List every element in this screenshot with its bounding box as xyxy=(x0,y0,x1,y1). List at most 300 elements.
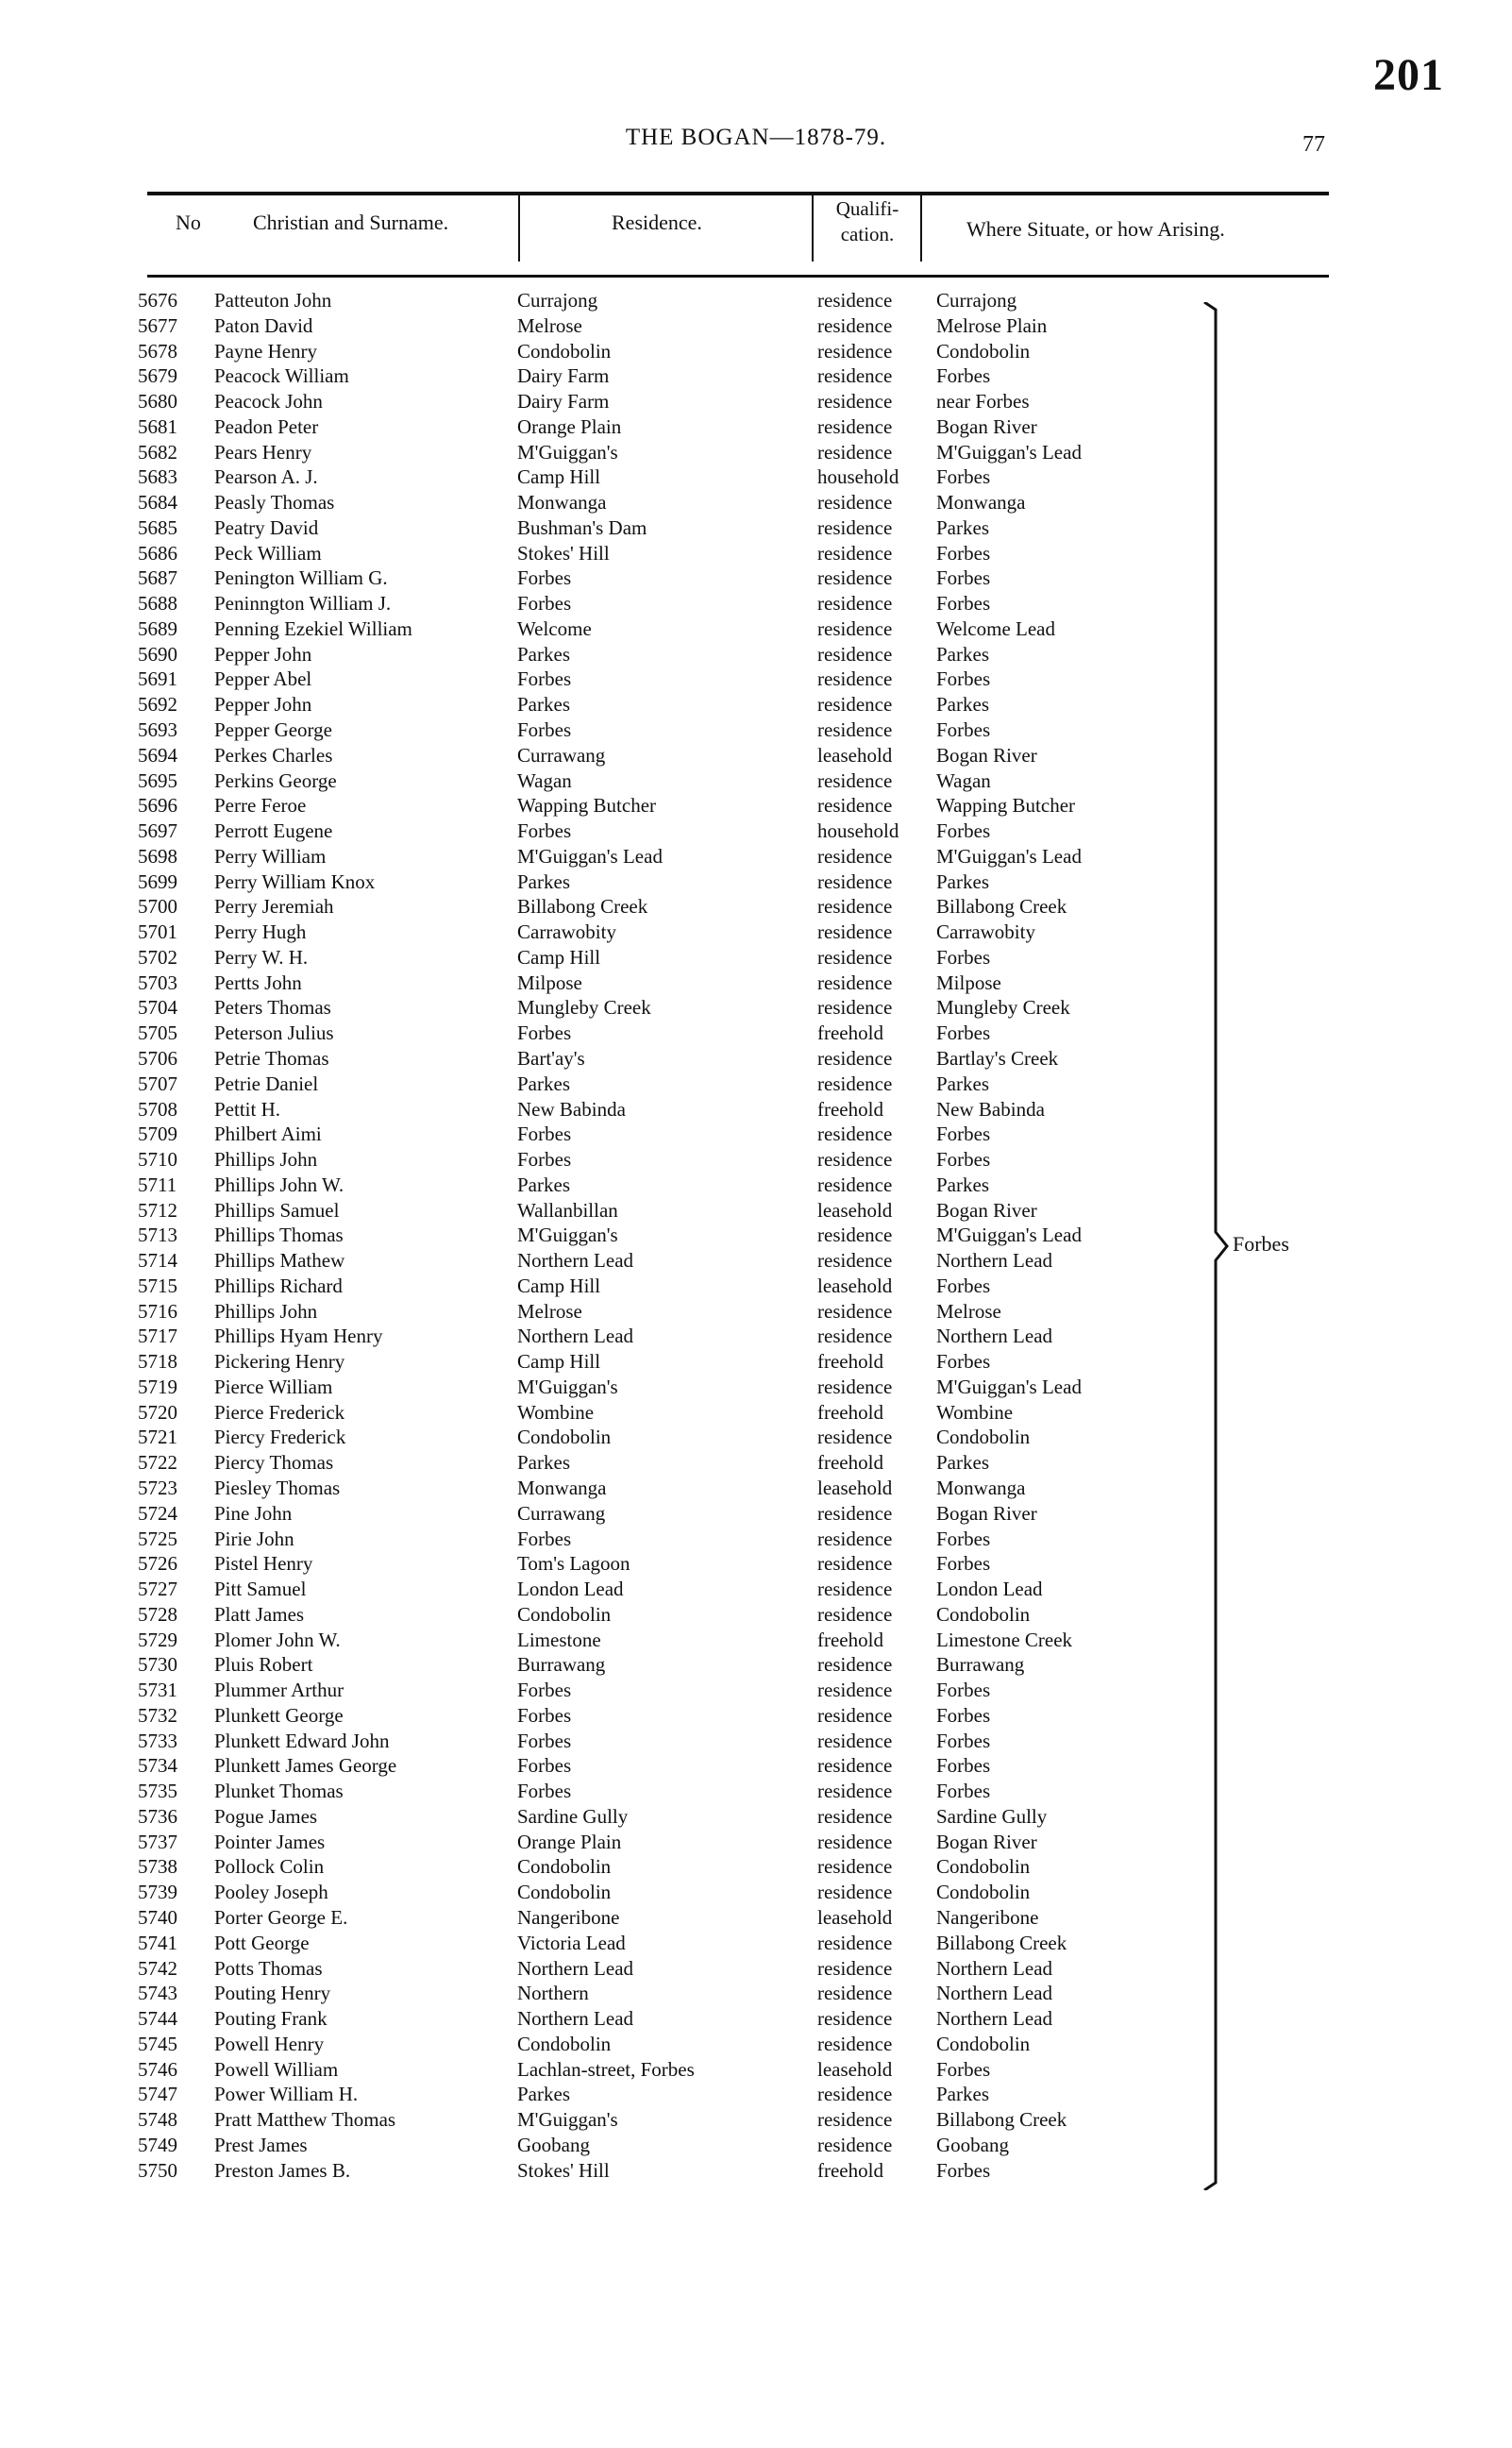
cell-name: Pepper John xyxy=(214,693,312,717)
cell-residence: Parkes xyxy=(517,642,570,666)
cell-qualification: residence xyxy=(817,541,893,565)
cell-residence: Currajong xyxy=(517,289,598,312)
cell-where: Bartlay's Creek xyxy=(936,1046,1059,1070)
cell-residence: Burrawang xyxy=(517,1653,606,1677)
cell-number: 5744 xyxy=(138,2007,177,2031)
cell-qualification: leasehold xyxy=(817,2057,893,2081)
table-row xyxy=(0,667,1512,692)
cell-name: Plunket Thomas xyxy=(214,1780,344,1803)
cell-qualification: residence xyxy=(817,1830,893,1853)
cell-name: Peadon Peter xyxy=(214,414,319,438)
cell-number: 5696 xyxy=(138,794,177,818)
column-divider xyxy=(920,194,922,262)
table-row xyxy=(0,1652,1512,1678)
cell-where: Melrose Plain xyxy=(936,313,1048,337)
table-row xyxy=(0,1703,1512,1729)
cell-name: Perkes Charles xyxy=(214,743,333,767)
cell-qualification: residence xyxy=(817,2083,893,2106)
cell-residence: Northern Lead xyxy=(517,2007,634,2031)
cell-residence: Forbes xyxy=(517,1780,572,1803)
cell-number: 5705 xyxy=(138,1021,177,1045)
cell-number: 5715 xyxy=(138,1274,177,1297)
cell-qualification: residence xyxy=(817,1072,893,1095)
cell-where: Forbes xyxy=(936,566,991,590)
cell-name: Powell Henry xyxy=(214,2032,325,2055)
cell-residence: Parkes xyxy=(517,1173,570,1196)
table-row xyxy=(0,591,1512,616)
cell-residence: Condobolin xyxy=(517,1855,612,1879)
cell-residence: Monwanga xyxy=(517,491,607,515)
cell-qualification: residence xyxy=(817,895,893,919)
header-name: Christian and Surname. xyxy=(253,211,449,234)
cell-where: Northern Lead xyxy=(936,2007,1053,2031)
cell-qualification: freehold xyxy=(817,1097,883,1121)
cell-qualification: residence xyxy=(817,2108,893,2132)
cell-where: Northern Lead xyxy=(936,1982,1053,2005)
cell-name: Peacock John xyxy=(214,390,323,414)
cell-where: Forbes xyxy=(936,1021,991,1045)
cell-qualification: residence xyxy=(817,920,893,944)
cell-where: Wagan xyxy=(936,768,991,792)
table-row xyxy=(0,1122,1512,1147)
table-row xyxy=(0,1956,1512,1982)
cell-number: 5730 xyxy=(138,1653,177,1677)
cell-where: Condobolin xyxy=(936,1881,1031,1904)
cell-qualification: leasehold xyxy=(817,1906,893,1929)
cell-residence: Mungleby Creek xyxy=(517,996,651,1020)
cell-number: 5708 xyxy=(138,1097,177,1121)
cell-name: Phillips John xyxy=(214,1148,318,1172)
table-row xyxy=(0,692,1512,718)
column-divider xyxy=(518,194,520,262)
cell-name: Prest James xyxy=(214,2133,308,2156)
table-row xyxy=(0,844,1512,869)
cell-number: 5712 xyxy=(138,1198,177,1222)
table-row xyxy=(0,339,1512,364)
cell-residence: Limestone xyxy=(517,1628,601,1651)
table-row xyxy=(0,1501,1512,1527)
cell-name: Power William H. xyxy=(214,2083,359,2106)
cell-number: 5742 xyxy=(138,1956,177,1980)
cell-number: 5694 xyxy=(138,743,177,767)
cell-qualification: freehold xyxy=(817,2158,883,2182)
cell-name: Penning Ezekiel William xyxy=(214,616,412,640)
cell-qualification: residence xyxy=(817,289,893,312)
table-row xyxy=(0,541,1512,566)
table-row xyxy=(0,995,1512,1021)
cell-residence: New Babinda xyxy=(517,1097,626,1121)
cell-qualification: residence xyxy=(817,1703,893,1727)
cell-qualification: residence xyxy=(817,1148,893,1172)
cell-residence: Forbes xyxy=(517,667,572,691)
cell-qualification: residence xyxy=(817,1046,893,1070)
table-row xyxy=(0,1476,1512,1501)
cell-number: 5695 xyxy=(138,768,177,792)
cell-where: M'Guiggan's Lead xyxy=(936,844,1082,868)
cell-number: 5709 xyxy=(138,1123,177,1146)
cell-name: Pertts John xyxy=(214,971,302,994)
table-row xyxy=(0,743,1512,768)
cell-residence: Forbes xyxy=(517,1679,572,1702)
cell-qualification: residence xyxy=(817,996,893,1020)
cell-residence: Dairy Farm xyxy=(517,364,610,388)
cell-qualification: residence xyxy=(817,667,893,691)
table-row xyxy=(0,566,1512,591)
cell-where: Wombine xyxy=(936,1400,1014,1424)
cell-name: Pouting Henry xyxy=(214,1982,331,2005)
cell-name: Perre Feroe xyxy=(214,794,307,818)
cell-qualification: residence xyxy=(817,2007,893,2031)
cell-qualification: residence xyxy=(817,1299,893,1323)
table-row xyxy=(0,363,1512,389)
cell-residence: Sardine Gully xyxy=(517,1804,629,1828)
cell-qualification: residence xyxy=(817,1982,893,2005)
cell-where: Monwanga xyxy=(936,1476,1026,1499)
cell-name: Perry W. H. xyxy=(214,945,309,969)
cell-qualification: residence xyxy=(817,1679,893,1702)
table-row xyxy=(0,642,1512,667)
cell-qualification: residence xyxy=(817,364,893,388)
cell-where: Bogan River xyxy=(936,1830,1037,1853)
cell-residence: M'Guiggan's xyxy=(517,1375,618,1398)
cell-number: 5737 xyxy=(138,1830,177,1853)
cell-qualification: freehold xyxy=(817,1628,883,1651)
cell-name: Pine John xyxy=(214,1501,293,1525)
table-row xyxy=(0,1678,1512,1703)
cell-number: 5690 xyxy=(138,642,177,666)
column-divider xyxy=(812,194,814,262)
cell-number: 5723 xyxy=(138,1476,177,1499)
header-residence: Residence. xyxy=(612,211,702,234)
table-row xyxy=(0,1324,1512,1349)
cell-qualification: residence xyxy=(817,390,893,414)
cell-where: Condobolin xyxy=(936,2032,1031,2055)
table-row xyxy=(0,1021,1512,1046)
cell-residence: Parkes xyxy=(517,2083,570,2106)
table-row xyxy=(0,1753,1512,1779)
cell-number: 5703 xyxy=(138,971,177,994)
cell-qualification: residence xyxy=(817,592,893,616)
cell-name: Perrott Eugene xyxy=(214,819,333,843)
cell-name: Pratt Matthew Thomas xyxy=(214,2108,396,2132)
cell-where: Goobang xyxy=(936,2133,1009,2156)
cell-qualification: household xyxy=(817,819,899,843)
cell-residence: Billabong Creek xyxy=(517,895,648,919)
cell-name: Patteuton John xyxy=(214,289,332,312)
cell-number: 5722 xyxy=(138,1451,177,1475)
cell-name: Pepper John xyxy=(214,642,312,666)
cell-where: Condobolin xyxy=(936,1602,1031,1626)
cell-name: Pearson A. J. xyxy=(214,465,318,489)
cell-where: Parkes xyxy=(936,1173,989,1196)
cell-number: 5676 xyxy=(138,289,177,312)
cell-number: 5706 xyxy=(138,1046,177,1070)
cell-number: 5749 xyxy=(138,2133,177,2156)
cell-residence: Carrawobity xyxy=(517,920,616,944)
cell-number: 5687 xyxy=(138,566,177,590)
cell-qualification: residence xyxy=(817,1123,893,1146)
cell-qualification: residence xyxy=(817,1527,893,1550)
table-row xyxy=(0,2158,1512,2184)
cell-number: 5700 xyxy=(138,895,177,919)
table-row xyxy=(0,1779,1512,1804)
cell-name: Peacock William xyxy=(214,364,349,388)
cell-name: Peatry David xyxy=(214,515,319,539)
cell-number: 5720 xyxy=(138,1400,177,1424)
cell-where: Parkes xyxy=(936,1451,989,1475)
cell-number: 5681 xyxy=(138,414,177,438)
cell-name: Pepper Abel xyxy=(214,667,312,691)
cell-residence: M'Guiggan's xyxy=(517,440,618,464)
table-row xyxy=(0,414,1512,440)
cell-number: 5684 xyxy=(138,491,177,515)
running-head: THE BOGAN—1878-79. xyxy=(625,125,887,150)
cell-residence: Camp Hill xyxy=(517,465,601,489)
page-number: 77 xyxy=(1302,132,1325,157)
table-row xyxy=(0,1173,1512,1198)
cell-name: Peasly Thomas xyxy=(214,491,335,515)
cell-qualification: residence xyxy=(817,1552,893,1576)
cell-qualification: leasehold xyxy=(817,1198,893,1222)
cell-number: 5750 xyxy=(138,2158,177,2182)
cell-name: Pierce William xyxy=(214,1375,333,1398)
cell-residence: Currawang xyxy=(517,1501,606,1525)
cell-name: Paton David xyxy=(214,313,313,337)
cell-where: Currajong xyxy=(936,289,1017,312)
cell-qualification: residence xyxy=(817,768,893,792)
table-row xyxy=(0,616,1512,642)
table-row xyxy=(0,945,1512,971)
cell-where: London Lead xyxy=(936,1578,1043,1601)
cell-residence: Milpose xyxy=(517,971,582,994)
cell-residence: Wagan xyxy=(517,768,572,792)
cell-where: Forbes xyxy=(936,1123,991,1146)
cell-residence: Currawang xyxy=(517,743,606,767)
table-row xyxy=(0,464,1512,490)
cell-residence: Wallanbillan xyxy=(517,1198,618,1222)
table-rule-bottom xyxy=(147,275,1329,278)
cell-name: Perry William Knox xyxy=(214,869,376,893)
cell-where: Parkes xyxy=(936,642,989,666)
cell-residence: London Lead xyxy=(517,1578,624,1601)
cell-where: Forbes xyxy=(936,2158,991,2182)
cell-name: Petrie Daniel xyxy=(214,1072,319,1095)
cell-where: Parkes xyxy=(936,869,989,893)
cell-where: Parkes xyxy=(936,515,989,539)
cell-where: Forbes xyxy=(936,541,991,565)
cell-where: Forbes xyxy=(936,2057,991,2081)
cell-number: 5740 xyxy=(138,1906,177,1929)
cell-qualification: residence xyxy=(817,869,893,893)
cell-residence: Bushman's Dam xyxy=(517,515,647,539)
cell-number: 5724 xyxy=(138,1501,177,1525)
table-row xyxy=(0,490,1512,515)
cell-where: Forbes xyxy=(936,1729,991,1752)
cell-where: Forbes xyxy=(936,1780,991,1803)
cell-qualification: residence xyxy=(817,844,893,868)
table-row xyxy=(0,1198,1512,1224)
cell-residence: Stokes' Hill xyxy=(517,2158,610,2182)
cell-residence: M'Guiggan's Lead xyxy=(517,844,663,868)
cell-residence: Orange Plain xyxy=(517,1830,622,1853)
cell-number: 5704 xyxy=(138,996,177,1020)
cell-residence: Nangeribone xyxy=(517,1906,620,1929)
cell-name: Piercy Thomas xyxy=(214,1451,334,1475)
cell-number: 5698 xyxy=(138,844,177,868)
cell-name: Peninngton William J. xyxy=(214,592,392,616)
cell-qualification: residence xyxy=(817,1729,893,1752)
cell-qualification: residence xyxy=(817,515,893,539)
table-row xyxy=(0,1804,1512,1830)
cell-name: Pitt Samuel xyxy=(214,1578,307,1601)
cell-qualification: residence xyxy=(817,1501,893,1525)
cell-residence: Forbes xyxy=(517,566,572,590)
table-row xyxy=(0,1450,1512,1476)
cell-qualification: residence xyxy=(817,1754,893,1778)
table-row xyxy=(0,1830,1512,1855)
cell-number: 5710 xyxy=(138,1148,177,1172)
cell-name: Penington William G. xyxy=(214,566,388,590)
cell-number: 5736 xyxy=(138,1804,177,1828)
cell-number: 5725 xyxy=(138,1527,177,1550)
cell-number: 5739 xyxy=(138,1881,177,1904)
cell-number: 5686 xyxy=(138,541,177,565)
cell-number: 5733 xyxy=(138,1729,177,1752)
cell-where: New Babinda xyxy=(936,1097,1045,1121)
header-qualification: Qualifi- cation. xyxy=(835,197,899,245)
cell-qualification: residence xyxy=(817,794,893,818)
table-row xyxy=(0,1274,1512,1299)
table-row xyxy=(0,2107,1512,2133)
cell-where: Forbes xyxy=(936,1552,991,1576)
cell-number: 5688 xyxy=(138,592,177,616)
cell-residence: Parkes xyxy=(517,1451,570,1475)
cell-residence: Stokes' Hill xyxy=(517,541,610,565)
cell-residence: Condobolin xyxy=(517,1602,612,1626)
cell-qualification: freehold xyxy=(817,1451,883,1475)
cell-where: Parkes xyxy=(936,1072,989,1095)
cell-where: Forbes xyxy=(936,465,991,489)
table-row xyxy=(0,1375,1512,1400)
cell-where: Forbes xyxy=(936,1350,991,1374)
cell-where: Billabong Creek xyxy=(936,895,1067,919)
cell-residence: Forbes xyxy=(517,1754,572,1778)
cell-number: 5729 xyxy=(138,1628,177,1651)
cell-where: Bogan River xyxy=(936,414,1037,438)
cell-name: Peters Thomas xyxy=(214,996,331,1020)
table-row xyxy=(0,1147,1512,1173)
cell-qualification: residence xyxy=(817,1931,893,1954)
cell-residence: Camp Hill xyxy=(517,945,601,969)
table-row xyxy=(0,1349,1512,1375)
table-row xyxy=(0,793,1512,819)
cell-residence: M'Guiggan's xyxy=(517,2108,618,2132)
cell-number: 5689 xyxy=(138,616,177,640)
cell-qualification: residence xyxy=(817,1426,893,1449)
cell-name: Pickering Henry xyxy=(214,1350,345,1374)
cell-residence: Monwanga xyxy=(517,1476,607,1499)
cell-where: Sardine Gully xyxy=(936,1804,1048,1828)
cell-name: Platt James xyxy=(214,1602,305,1626)
cell-name: Piesley Thomas xyxy=(214,1476,341,1499)
cell-qualification: residence xyxy=(817,1653,893,1677)
cell-name: Petrie Thomas xyxy=(214,1046,329,1070)
cell-name: Perry Hugh xyxy=(214,920,307,944)
cell-number: 5746 xyxy=(138,2057,177,2081)
cell-name: Piercy Frederick xyxy=(214,1426,346,1449)
cell-number: 5680 xyxy=(138,390,177,414)
cell-number: 5726 xyxy=(138,1552,177,1576)
table-row xyxy=(0,440,1512,465)
cell-where: Condobolin xyxy=(936,1426,1031,1449)
cell-name: Philbert Aimi xyxy=(214,1123,322,1146)
table-row xyxy=(0,920,1512,945)
cell-number: 5677 xyxy=(138,313,177,337)
cell-qualification: residence xyxy=(817,339,893,363)
cell-where: Condobolin xyxy=(936,1855,1031,1879)
cell-name: Perry William xyxy=(214,844,327,868)
cell-qualification: residence xyxy=(817,642,893,666)
cell-residence: Forbes xyxy=(517,1021,572,1045)
cell-name: Phillips John W. xyxy=(214,1173,344,1196)
cell-where: Nangeribone xyxy=(936,1906,1039,1929)
table-row xyxy=(0,1628,1512,1653)
cell-residence: Dairy Farm xyxy=(517,390,610,414)
cell-qualification: residence xyxy=(817,1804,893,1828)
cell-number: 5741 xyxy=(138,1931,177,1954)
cell-qualification: residence xyxy=(817,1855,893,1879)
table-row xyxy=(0,2032,1512,2057)
cell-number: 5747 xyxy=(138,2083,177,2106)
cell-qualification: residence xyxy=(817,414,893,438)
cell-number: 5727 xyxy=(138,1578,177,1601)
cell-number: 5717 xyxy=(138,1325,177,1348)
cell-residence: Melrose xyxy=(517,1299,582,1323)
table-row xyxy=(0,768,1512,794)
cell-residence: Melrose xyxy=(517,313,582,337)
cell-residence: Forbes xyxy=(517,819,572,843)
cell-qualification: freehold xyxy=(817,1021,883,1045)
cell-number: 5699 xyxy=(138,869,177,893)
cell-name: Plummer Arthur xyxy=(214,1679,344,1702)
cell-name: Pouting Frank xyxy=(214,2007,328,2031)
cell-number: 5731 xyxy=(138,1679,177,1702)
cell-number: 5693 xyxy=(138,718,177,742)
cell-where: Bogan River xyxy=(936,1501,1037,1525)
cell-number: 5719 xyxy=(138,1375,177,1398)
cell-name: Peterson Julius xyxy=(214,1021,334,1045)
cell-where: Melrose xyxy=(936,1299,1001,1323)
cell-where: Forbes xyxy=(936,1754,991,1778)
cell-where: Forbes xyxy=(936,1527,991,1550)
cell-number: 5716 xyxy=(138,1299,177,1323)
cell-number: 5702 xyxy=(138,945,177,969)
cell-residence: Condobolin xyxy=(517,339,612,363)
cell-number: 5711 xyxy=(138,1173,177,1196)
cell-name: Pogue James xyxy=(214,1804,318,1828)
cell-name: Preston James B. xyxy=(214,2158,351,2182)
cell-number: 5728 xyxy=(138,1602,177,1626)
table-row xyxy=(0,1097,1512,1123)
cell-where: Parkes xyxy=(936,693,989,717)
table-row xyxy=(0,1551,1512,1577)
cell-qualification: freehold xyxy=(817,1350,883,1374)
cell-number: 5679 xyxy=(138,364,177,388)
cell-name: Phillips Mathew xyxy=(214,1249,345,1273)
cell-residence: M'Guiggan's xyxy=(517,1224,618,1247)
cell-name: Phillips John xyxy=(214,1299,318,1323)
cell-name: Pettit H. xyxy=(214,1097,281,1121)
